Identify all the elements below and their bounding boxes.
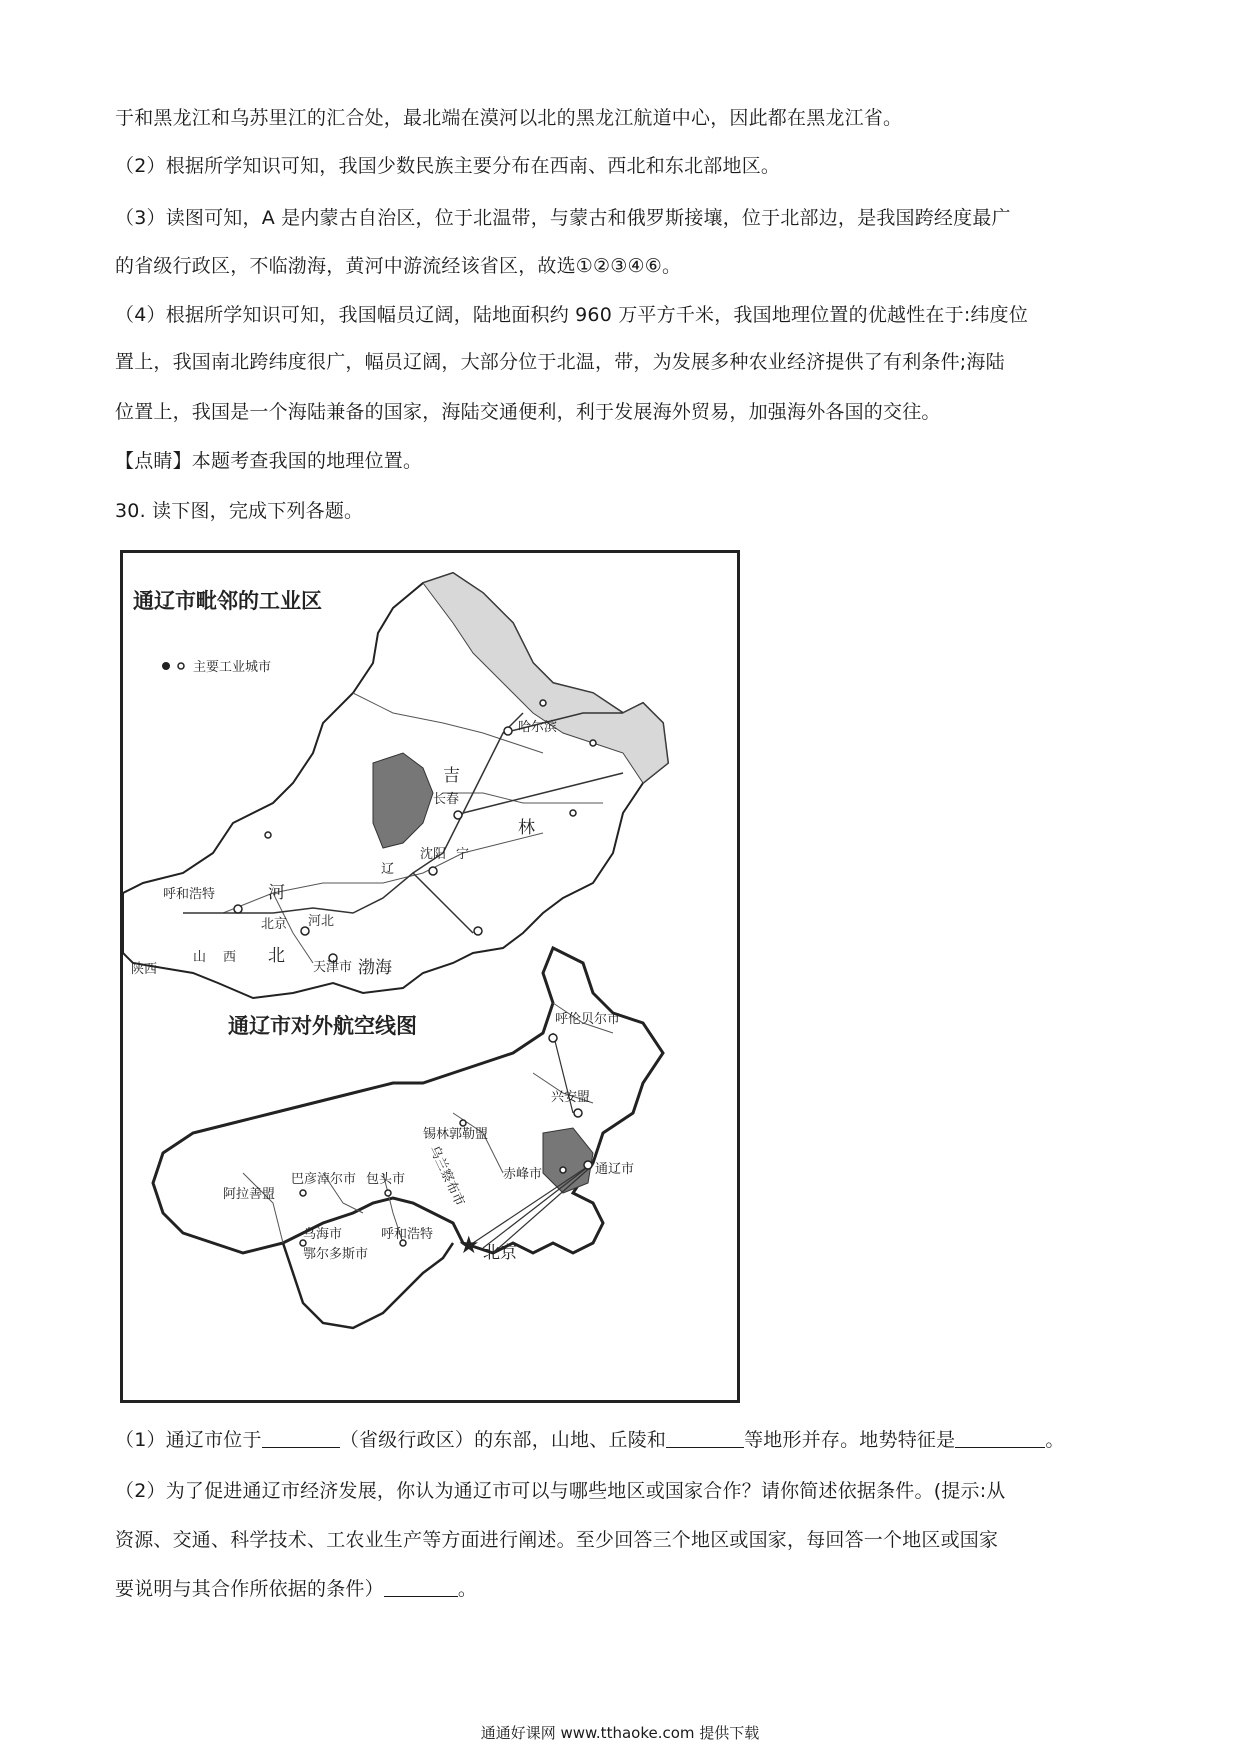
answer-4-line-2: 置上，我国南北跨纬度很广，幅员辽阔，大部分位于北温，带，为发展多种农业经济提供了有利条件;海陆 [115, 351, 1005, 373]
label-huhehaote-top: 呼和浩特 [163, 887, 216, 902]
label-ji: 吉 [443, 766, 460, 786]
q1-text-b: （省级行政区）的东部，山地、丘陵和 [339, 1429, 667, 1451]
beijing-star-icon: ★ [458, 1231, 480, 1259]
northeast-map [123, 573, 668, 998]
label-xilinguole: 锡林郭勒盟 [423, 1127, 489, 1142]
label-shaanxi: 陕西 [131, 962, 158, 977]
answer-4-line-3: 位置上，我国是一个海陆兼备的国家，海陆交通便利，利于发展海外贸易，加强海外各国的交往。 [115, 401, 941, 423]
q1-blank-province[interactable] [262, 1429, 340, 1448]
question-2-line-3 [115, 1576, 477, 1602]
q1-text-a: （1）通辽市位于 [115, 1429, 262, 1451]
label-ning: 宁 [456, 847, 470, 862]
answer-2: （2）根据所学知识可知，我国少数民族主要分布在西南、西北和东北部地区。 [115, 155, 781, 177]
label-wuhai: 乌海市 [303, 1227, 343, 1242]
label-eerduosi: 鄂尔多斯市 [303, 1247, 369, 1262]
label-he: 河 [268, 883, 285, 903]
label-tongliao: 通辽市 [595, 1162, 635, 1177]
page-footer: 通通好课网 www.tthaoke.com 提供下载 [480, 1724, 760, 1742]
label-shenyang: 沈阳 [420, 847, 447, 862]
legend-dots [162, 662, 184, 670]
label-alashan: 阿拉善盟 [223, 1187, 276, 1202]
label-huhehaote-bottom: 呼和浩特 [381, 1227, 434, 1242]
label-bei: 北 [268, 946, 285, 966]
label-baotou: 包头市 [366, 1172, 406, 1187]
label-wulanchabu: 乌兰察布市 [425, 1143, 468, 1209]
q1-blank-terrain[interactable] [666, 1429, 744, 1448]
q1-text-c: 等地形并存。地势特征是 [744, 1429, 956, 1451]
q2-text-a: 要说明与其合作所依据的条件） [115, 1578, 384, 1600]
dianjing-note: 【点睛】本题考查我国的地理位置。 [115, 450, 423, 472]
question-2-line-1: （2）为了促进通辽市经济发展，你认为通辽市可以与哪些地区或国家合作？请你简述依据条件。(提示:从 [115, 1480, 1006, 1502]
answer-3-line-1: （3）读图可知，A 是内蒙古自治区，位于北温带，与蒙古和俄罗斯接壤，位于北部边，是我国跨经度最广 [115, 207, 1011, 229]
answer-3-line-2: 的省级行政区，不临渤海，黄河中游流经该省区，故选①②③④⑥。 [115, 255, 682, 277]
q1-blank-feature[interactable] [955, 1429, 1045, 1448]
label-liao: 辽 [381, 862, 395, 877]
map-bottom-title: 通辽市对外航空线图 [228, 1014, 417, 1038]
q2-blank-answer[interactable] [384, 1578, 458, 1597]
tongliao-shaded [543, 1128, 593, 1193]
label-changchun: 长春 [433, 792, 460, 807]
label-bayannaoer: 巴彦淖尔市 [291, 1172, 357, 1187]
question-2-line-2: 资源、交通、科学技术、工农业生产等方面进行阐述。至少回答三个地区或国家，每回答一个地区或国家 [115, 1529, 999, 1551]
paragraph-continued: 于和黑龙江和乌苏里江的汇合处，最北端在漠河以北的黑龙江航道中心，因此都在黑龙江省。 [115, 107, 903, 129]
label-harbin: 哈尔滨 [518, 720, 558, 735]
answer-4-line-1: （4）根据所学知识可知，我国幅员辽阔，陆地面积约 960 万平方千米，我国地理位置的优越性在于:纬度位 [115, 304, 1029, 326]
label-xi: 西 [223, 950, 237, 965]
label-lin: 林 [518, 818, 535, 838]
q1-text-d: 。 [1045, 1429, 1065, 1451]
question-30-heading: 30. 读下图，完成下列各题。 [115, 500, 364, 522]
label-tianjin: 天津市 [313, 960, 353, 975]
map-top-title: 通辽市毗邻的工业区 [133, 589, 322, 613]
question-1 [115, 1427, 1065, 1453]
map-figure [120, 550, 740, 1403]
map-illustration [123, 553, 737, 1400]
label-beijing-top: 北京 [261, 917, 288, 932]
label-hebei: 河北 [308, 914, 335, 929]
label-beijing-bottom: 北京 [483, 1243, 517, 1263]
label-hulunbeier: 呼伦贝尔市 [555, 1012, 621, 1027]
inner-mongolia-map [153, 948, 663, 1328]
map-top-legend-label: 主要工业城市 [193, 660, 272, 675]
label-shan: 山 [193, 950, 207, 965]
label-xinganmeng: 兴安盟 [551, 1090, 591, 1105]
label-chifeng: 赤峰市 [503, 1167, 543, 1182]
label-bohai: 渤海 [358, 958, 392, 978]
q2-text-b: 。 [457, 1578, 478, 1600]
